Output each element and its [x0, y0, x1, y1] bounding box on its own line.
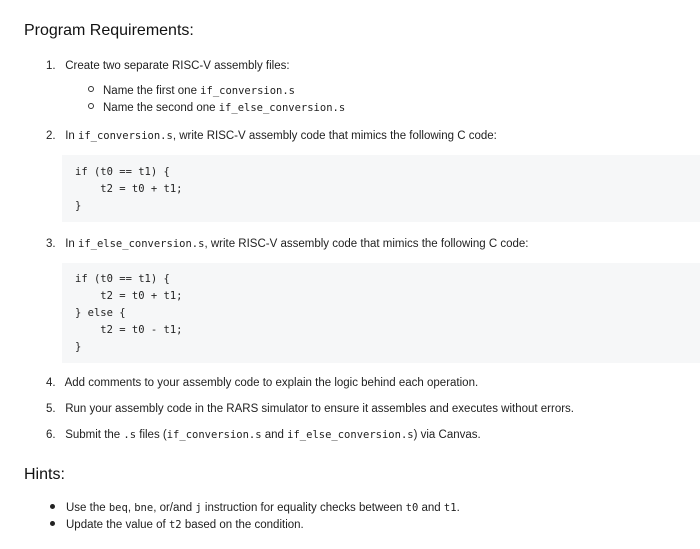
hints-heading: Hints:: [24, 466, 65, 483]
item-text: Add comments to your assembly code to explain the logic behind each operation.: [64, 377, 479, 389]
code-line: } else {: [75, 307, 126, 319]
file-name-code: if_conversion.s: [166, 429, 262, 441]
bullet-icon: [50, 521, 55, 526]
hint-text-sep: ,: [127, 502, 132, 514]
instruction-code: bne: [134, 502, 154, 514]
instruction-code: beq: [108, 502, 128, 514]
file-name-code: if_conversion.s: [78, 130, 173, 142]
register-code: t2: [168, 519, 182, 531]
c-code-block-2: [62, 263, 700, 363]
circle-bullet-icon: [88, 86, 94, 92]
item-number: 4.: [46, 377, 56, 389]
item-number: 6.: [46, 429, 56, 441]
sub-item-1: [88, 83, 295, 99]
register-code: t0: [405, 502, 419, 514]
item-text: Create two separate RISC-V assembly files:: [65, 60, 290, 72]
file-name-code: if_else_conversion.s: [287, 429, 414, 441]
requirement-3: [46, 236, 528, 252]
hint-text-post: .: [456, 502, 460, 514]
code-line: t2 = t0 + t1;: [75, 183, 183, 195]
item-text: Run your assembly code in the RARS simulator to ensure it assembles and executes without errors.: [65, 403, 574, 415]
sub-item-text: Name the second one: [103, 102, 216, 114]
extension-code: .s: [123, 429, 137, 441]
item-number: 2.: [46, 130, 56, 142]
sub-item-text: Name the first one: [103, 85, 197, 97]
file-name-code: if_else_conversion.s: [78, 238, 205, 250]
requirement-2: [46, 128, 497, 144]
item-number: 5.: [46, 403, 56, 415]
requirement-5: [46, 401, 574, 417]
sub-item-2: [88, 100, 345, 116]
item-text-post: ) via Canvas.: [413, 429, 481, 441]
item-number: 1.: [46, 60, 56, 72]
requirement-4: [46, 375, 478, 391]
file-name-code: if_else_conversion.s: [218, 102, 346, 114]
hint-2: [50, 517, 304, 533]
instruction-code: j: [195, 502, 202, 514]
code-line: }: [75, 341, 82, 353]
code-line: if (t0 == t1) {: [75, 166, 170, 178]
c-code-block-1: [62, 155, 700, 222]
hint-text-pre: Update the value of: [66, 519, 166, 531]
item-text-mid: files (: [139, 429, 167, 441]
hint-text-post: based on the condition.: [184, 519, 304, 531]
circle-bullet-icon: [88, 103, 94, 109]
hint-text-pre: Use the: [66, 502, 106, 514]
item-text-post: , write RISC-V assembly code that mimics the following C code:: [204, 238, 529, 250]
item-text-post: , write RISC-V assembly code that mimics the following C code:: [172, 130, 497, 142]
hint-text-sep: , or/and: [153, 502, 193, 514]
item-text-pre: In: [65, 238, 75, 250]
item-number: 3.: [46, 238, 56, 250]
code-line: t2 = t0 + t1;: [75, 290, 183, 302]
register-code: t1: [443, 502, 457, 514]
item-text-pre: In: [65, 130, 75, 142]
code-line: if (t0 == t1) {: [75, 273, 170, 285]
hint-text-mid: instruction for equality checks between: [204, 502, 403, 514]
bullet-icon: [50, 504, 55, 509]
item-text-pre: Submit the: [65, 429, 121, 441]
hint-1: [50, 500, 460, 516]
requirement-1: [46, 58, 290, 74]
code-line: }: [75, 200, 82, 212]
requirement-6: [46, 427, 481, 443]
hint-text-and: and: [421, 502, 441, 514]
page-title: Program Requirements:: [24, 22, 194, 39]
code-line: t2 = t0 - t1;: [75, 324, 183, 336]
file-name-code: if_conversion.s: [200, 85, 295, 97]
item-text-and: and: [264, 429, 284, 441]
